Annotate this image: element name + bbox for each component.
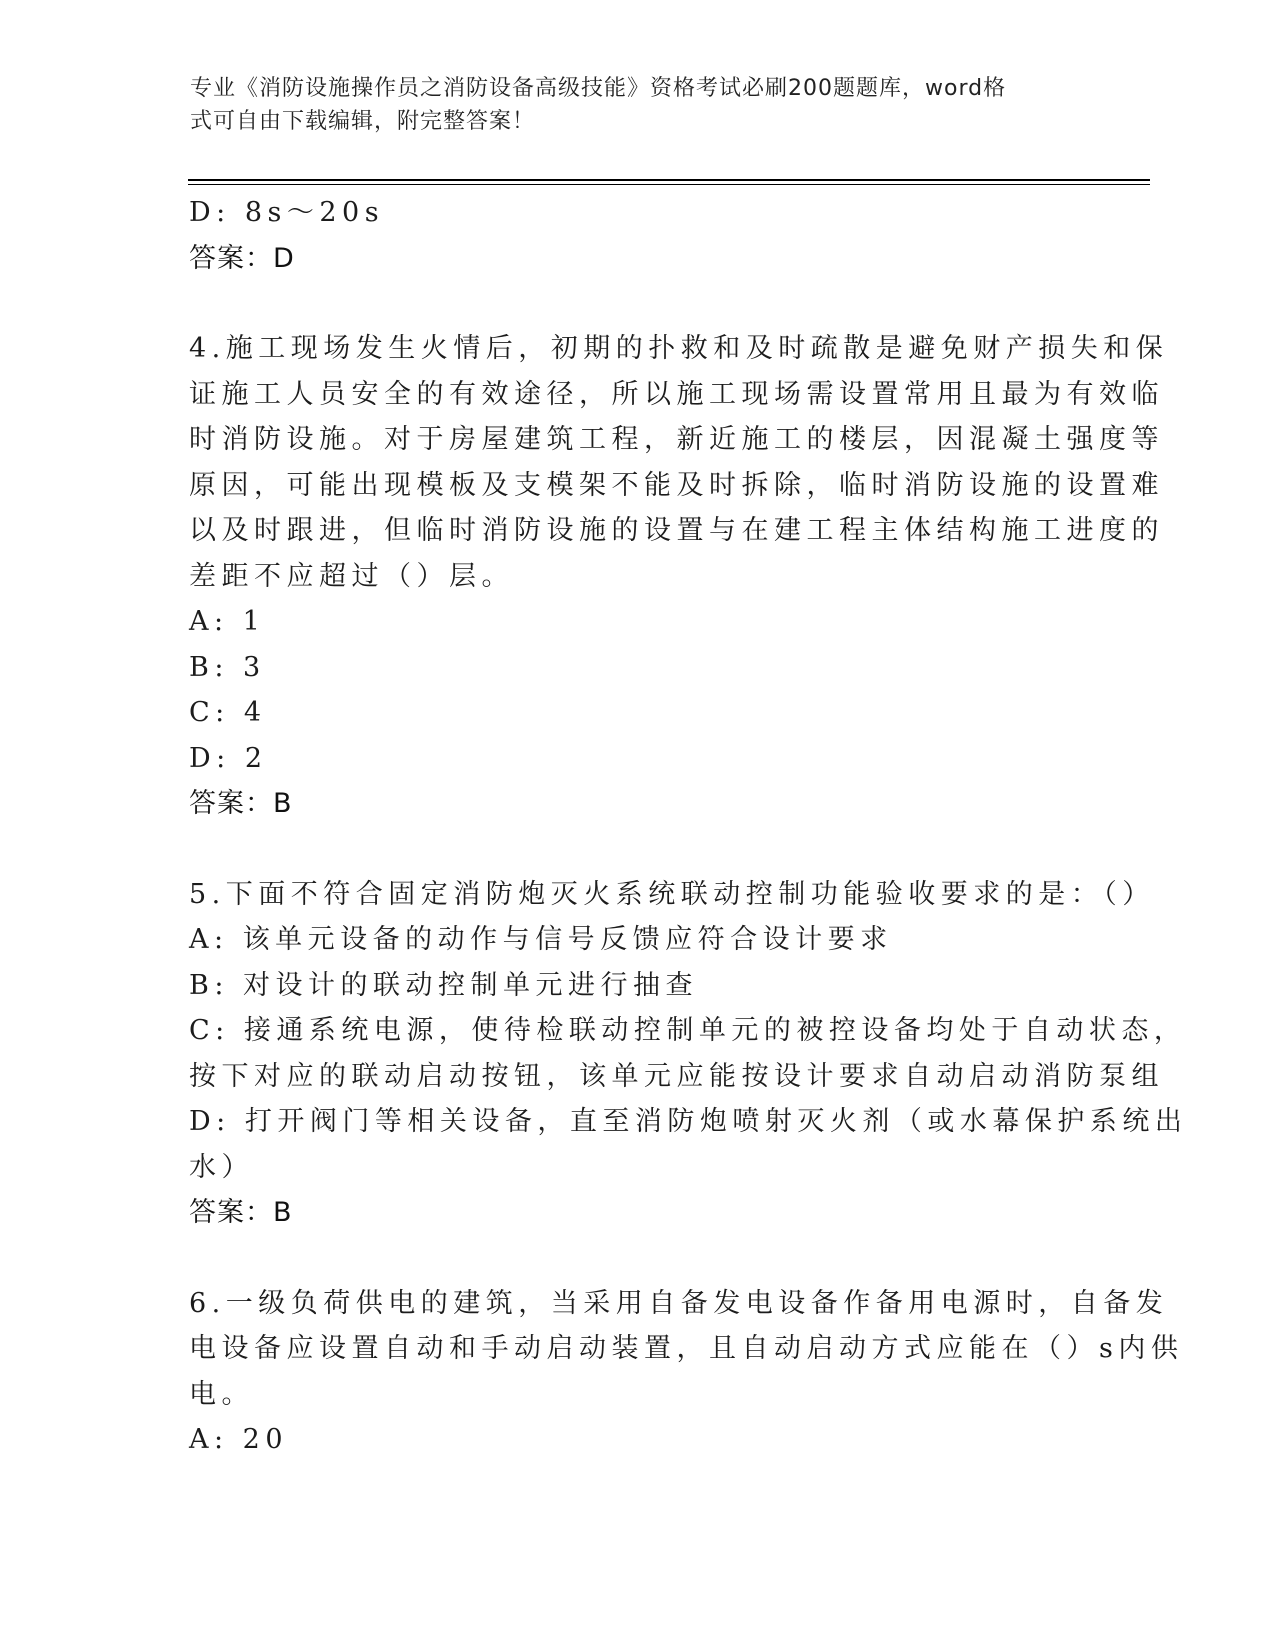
- option-a: A: 该单元设备的动作与信号反馈应符合设计要求: [189, 924, 893, 955]
- header-line: 专业《消防设施操作员之消防设备高级技能》资格考试必刷200题题库，word格: [190, 76, 1007, 101]
- document-header: [190, 72, 1070, 138]
- question-text-line: 电设备应设置自动和手动启动装置，且自动启动方式应能在（）s内供: [189, 1333, 1184, 1364]
- question-text-line: 电。: [189, 1378, 254, 1410]
- answer-line: 答案：B: [189, 1197, 293, 1228]
- option-c-continued: 按下对应的联动启动按钮，该单元应能按设计要求自动启动消防泵组: [189, 1060, 1164, 1092]
- header-divider: [188, 179, 1150, 181]
- answer-line: 答案：D: [189, 242, 295, 274]
- option-b: B: 对设计的联动控制单元进行抽查: [189, 969, 699, 1001]
- option-c: C: 接通系统电源，使待检联动控制单元的被控设备均处于自动状态，: [189, 1015, 1187, 1046]
- question-text-line: 差距不应超过（）层。: [189, 560, 514, 592]
- question-6: [189, 1281, 1184, 1463]
- question-text-line: 4.施工现场发生火情后，初期的扑救和及时疏散是避免财产损失和保: [189, 333, 1169, 364]
- option-d: D: 8s～20s: [189, 197, 385, 228]
- header-divider-thin: [188, 184, 1150, 185]
- option-d-continued: 水）: [189, 1151, 254, 1183]
- question-text-line: 5.下面不符合固定消防炮灭火系统联动控制功能验收要求的是：（）: [189, 878, 1155, 910]
- question-text-line: 以及时跟进，但临时消防设施的设置与在建工程主体结构施工进度的: [189, 515, 1164, 546]
- header-line: 式可自由下载编辑，附完整答案！: [190, 109, 536, 134]
- option-d: D: 打开阀门等相关设备，直至消防炮喷射灭火剂（或水幕保护系统出: [189, 1106, 1188, 1137]
- question-text-line: 6.一级负荷供电的建筑，当采用自备发电设备作备用电源时，自备发: [189, 1287, 1169, 1319]
- document-body: [189, 190, 1188, 1463]
- option-c: C: 4: [189, 697, 267, 728]
- answer-line: 答案：B: [189, 788, 293, 819]
- question-5: [189, 872, 1188, 1236]
- question-text-line: 证施工人员安全的有效途径，所以施工现场需设置常用且最为有效临: [189, 378, 1164, 410]
- question-text-line: 时消防设施。对于房屋建筑工程，新近施工的楼层，因混凝土强度等: [189, 424, 1164, 455]
- option-d: D: 2: [189, 742, 268, 774]
- option-b: B: 3: [189, 651, 266, 683]
- option-a: A: 20: [189, 1424, 289, 1455]
- question-4: [189, 326, 1169, 827]
- question-3-tail: [189, 190, 1089, 281]
- option-a: A: 1: [189, 606, 266, 637]
- question-text-line: 原因，可能出现模板及支模架不能及时拆除，临时消防设施的设置难: [189, 469, 1164, 501]
